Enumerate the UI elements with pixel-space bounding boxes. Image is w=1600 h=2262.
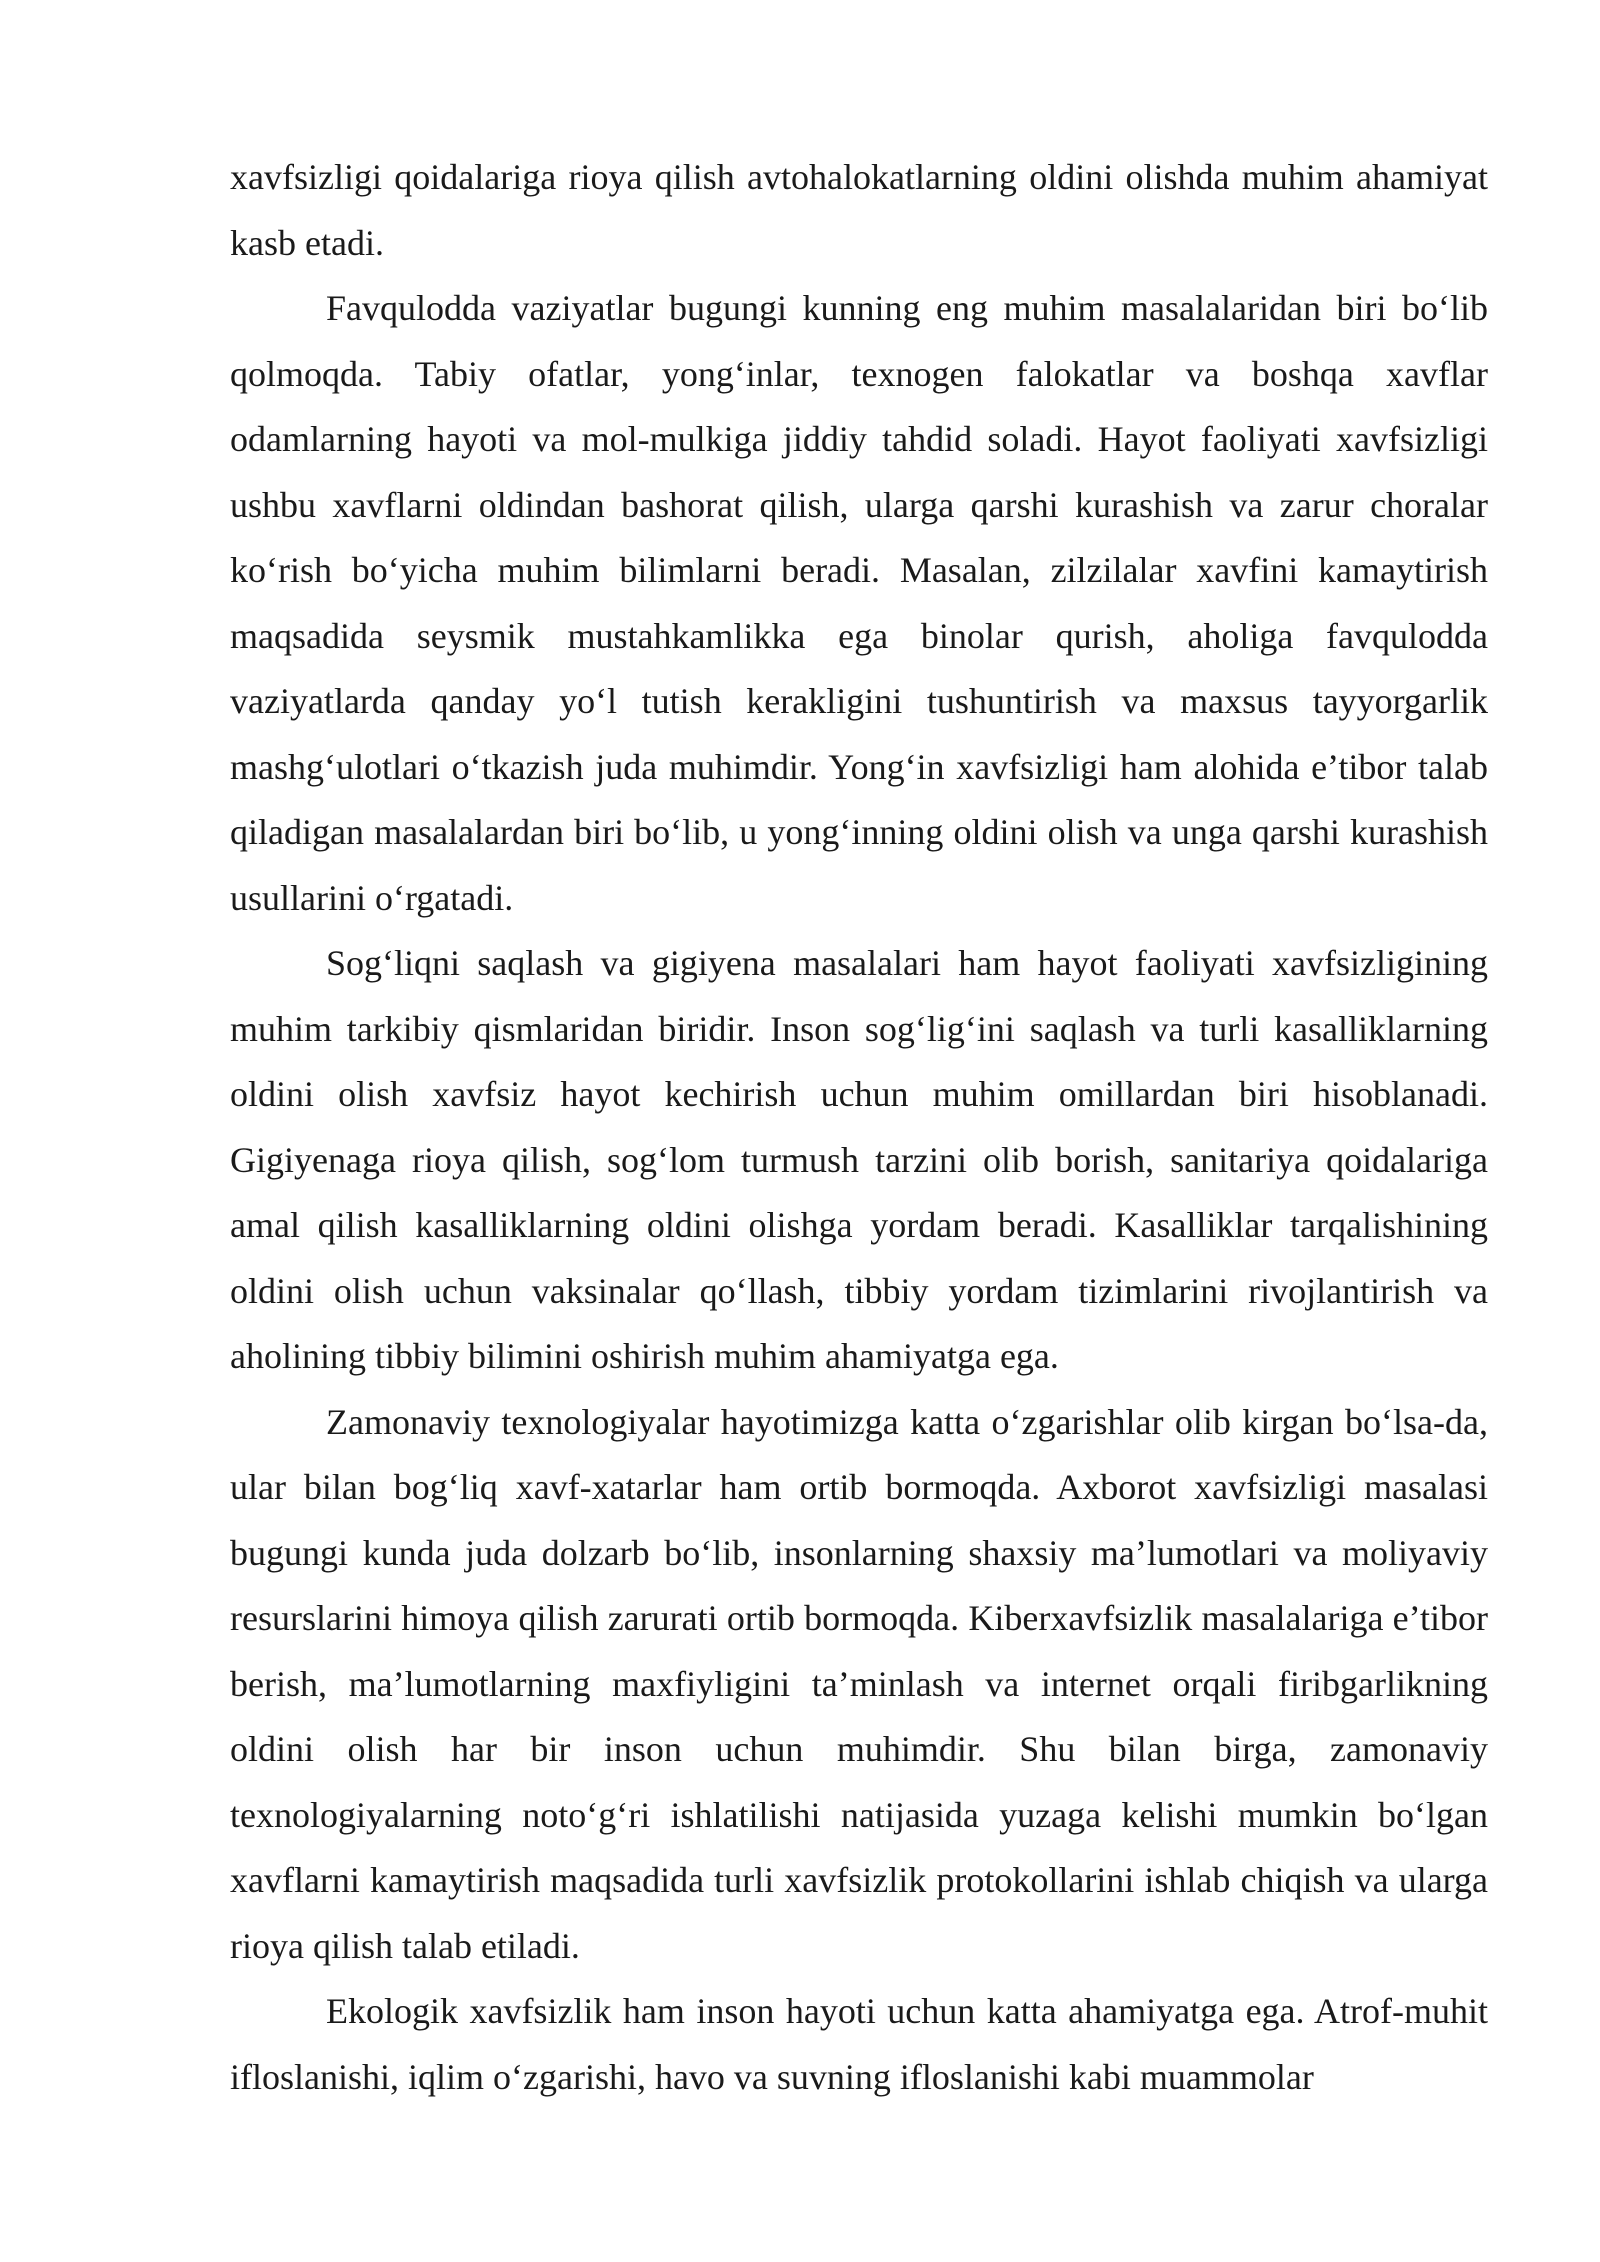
paragraph-ecological-safety: Ekologik xavfsizlik ham inson hayoti uchun katta ahamiyatga ega. Atrof-muhit ifloslanishi, iqlim o‘zgarishi, havo va suvning ifloslanishi kabi muammolar <box>230 1991 1488 2097</box>
paragraph-health-hygiene: Sog‘liqni saqlash va gigiyena masalalari ham hayot faoliyati xavfsizligining muhim tarkibiy qismlaridan biridir. Inson sog‘lig‘ini saqlash va turli kasalliklarning oldini olish xavfsiz hayot kechirish uchun muhim omillardan biri hisoblanadi. Gigiyenaga rioya qilish, sog‘lom turmush tarzini olib borish, sanitariya qoidalariga amal qilish kasalliklarning oldini olishga yordam beradi. Kasalliklar tarqalishining oldini olish uchun vaksinalar qo‘llash, tibbiy yordam tizimlarini rivojlantirish va aholining tibbiy bilimini oshirish muhim ahamiyatga ega. <box>230 943 1488 1376</box>
paragraph-emergencies: Favqulodda vaziyatlar bugungi kunning eng muhim masalalaridan biri bo‘lib qolmoqda. Tabiy ofatlar, yong‘inlar, texnogen falokatlar va boshqa xavflar odamlarning hayoti va mol-mulkiga jiddiy tahdid soladi. Hayot faoliyati xavfsizligi ushbu xavflarni oldindan bashorat qilish, ularga qarshi kurashish va zarur choralar ko‘rish bo‘yicha muhim bilimlarni beradi. Masalan, zilzilalar xavfini kamaytirish maqsadida seysmik mustahkamlikka ega binolar qurish, aholiga favqulodda vaziyatlarda qanday yo‘l tutish kerakligini tushuntirish va maxsus tayyorgarlik mashg‘ulotlari o‘tkazish juda muhimdir. Yong‘in xavfsizligi ham alohida e’tibor talab qiladigan masalalardan biri bo‘lib, u yong‘inning oldini olish va unga qarshi kurashish usullarini o‘rgatadi. <box>230 288 1488 918</box>
paragraph-continuation: xavfsizligi qoidalariga rioya qilish avtohalokatlarning oldini olishda muhim ahamiyat kasb etadi. <box>230 157 1488 263</box>
document-body <box>230 145 1488 2110</box>
paragraph-modern-technologies: Zamonaviy texnologiyalar hayotimizga katta o‘zgarishlar olib kirgan bo‘lsa-da, ular bilan bog‘liq xavf-xatarlar ham ortib bormoqda. Axborot xavfsizligi masalasi bugungi kunda juda dolzarb bo‘lib, insonlarning shaxsiy ma’lumotlari va moliyaviy resurslarini himoya qilish zarurati ortib bormoqda. Kiberxavfsizlik masalalariga e’tibor berish, ma’lumotlarning maxfiyligini ta’minlash va internet orqali firibgarlikning oldini olish har bir inson uchun muhimdir. Shu bilan birga, zamonaviy texnologiyalarning noto‘g‘ri ishlatilishi natijasida yuzaga kelishi mumkin bo‘lgan xavflarni kamaytirish maqsadida turli xavfsizlik protokollarini ishlab chiqish va ularga rioya qilish talab etiladi. <box>230 1401 1488 1966</box>
